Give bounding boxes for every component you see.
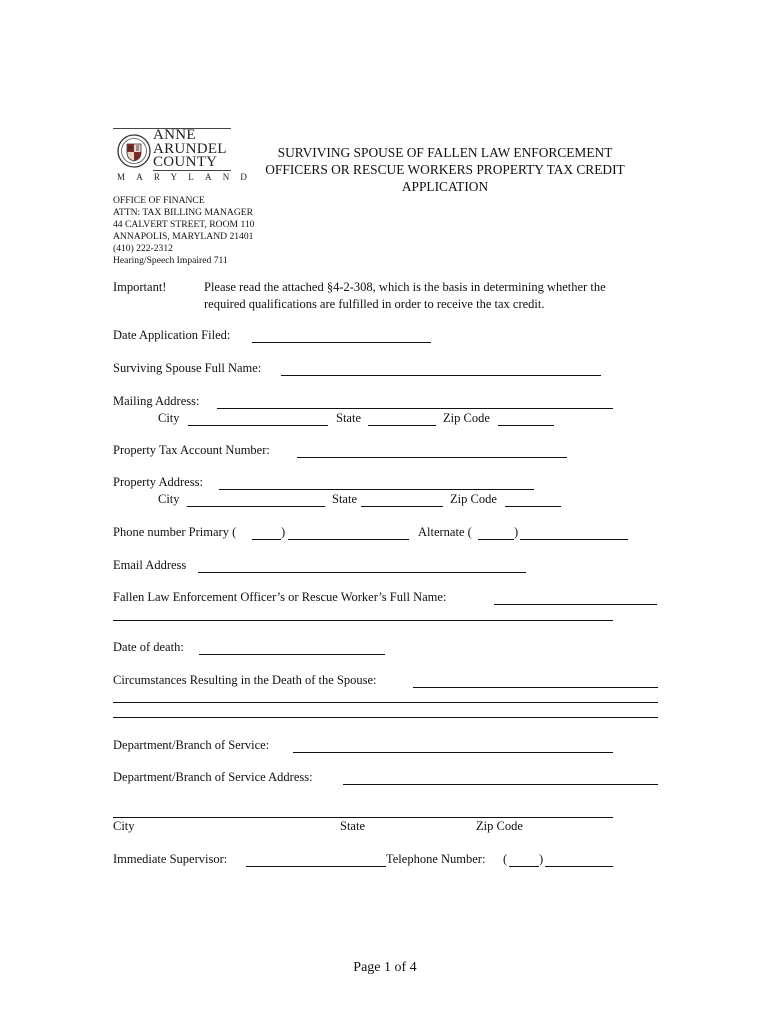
property-state-label: State (332, 492, 357, 506)
property-zip-field[interactable] (505, 506, 561, 507)
mailing-city-label: City (158, 411, 180, 425)
county-name: ANNE ARUNDEL COUNTY (153, 127, 227, 170)
property-city-label: City (158, 492, 180, 506)
department-city-label: City (113, 819, 135, 833)
phone-alternate-area-field[interactable] (478, 539, 514, 540)
tax-account-label: Property Tax Account Number: (113, 443, 270, 457)
county-seal-icon (117, 134, 151, 168)
department-address-label: Department/Branch of Service Address: (113, 770, 313, 784)
department-address-field[interactable] (343, 784, 658, 785)
phone-primary-field[interactable] (288, 539, 409, 540)
officer-name-field-2[interactable] (113, 620, 613, 621)
date-filed-label: Date Application Filed: (113, 328, 231, 342)
property-city-field[interactable] (187, 506, 325, 507)
property-state-field[interactable] (361, 506, 443, 507)
phone-alternate-field[interactable] (520, 539, 628, 540)
circumstances-field[interactable] (413, 687, 658, 688)
state-name: MARYLAND (117, 172, 259, 182)
date-filed-field[interactable] (252, 342, 431, 343)
form-title: SURVIVING SPOUSE OF FALLEN LAW ENFORCEMENT OFFICERS OR RESCUE WORKERS PROPERTY TAX CREDIT APPLICATION (265, 145, 625, 195)
mailing-city-field[interactable] (188, 425, 328, 426)
email-field[interactable] (198, 572, 526, 573)
department-state-label: State (340, 819, 365, 833)
mailing-address-label: Mailing Address: (113, 394, 200, 408)
phone-primary-area-field[interactable] (252, 539, 281, 540)
telephone-field[interactable] (545, 866, 613, 867)
date-of-death-label: Date of death: (113, 640, 184, 654)
circumstances-field-2[interactable] (113, 702, 658, 703)
phone-alternate-paren: ) (514, 525, 519, 539)
important-line-2: required qualifications are fulfilled in order to receive the tax credit. (204, 297, 545, 311)
mailing-zip-field[interactable] (498, 425, 554, 426)
date-of-death-field[interactable] (199, 654, 385, 655)
tax-account-field[interactable] (297, 457, 567, 458)
property-address-label: Property Address: (113, 475, 203, 489)
page-number: Page 1 of 4 (353, 960, 417, 975)
department-field[interactable] (293, 752, 613, 753)
spouse-name-label: Surviving Spouse Full Name: (113, 361, 262, 375)
spouse-name-field[interactable] (281, 375, 601, 376)
mailing-zip-label: Zip Code (443, 411, 490, 425)
supervisor-label: Immediate Supervisor: (113, 852, 228, 866)
department-label: Department/Branch of Service: (113, 738, 270, 752)
telephone-paren-open: ( (503, 852, 508, 866)
phone-primary-label: Phone number Primary ( (113, 525, 237, 539)
property-address-field[interactable] (219, 489, 534, 490)
mailing-address-field[interactable] (217, 408, 613, 409)
phone-primary-paren: ) (281, 525, 286, 539)
property-zip-label: Zip Code (450, 492, 497, 506)
telephone-area-field[interactable] (509, 866, 539, 867)
officer-name-label: Fallen Law Enforcement Officer’s or Rescue Worker’s Full Name: (113, 590, 447, 604)
department-zip-label: Zip Code (476, 819, 523, 833)
phone-alternate-label: Alternate ( (418, 525, 472, 539)
email-label: Email Address (113, 558, 187, 572)
office-address-block: OFFICE OF FINANCE ATTN: TAX BILLING MANAGER 44 CALVERT STREET, ROOM 110 ANNAPOLIS, MARYLAND 21401 (410) 222-2312 Hearing/Speech Impaired 711 (113, 195, 255, 266)
telephone-label: Telephone Number: (386, 852, 486, 866)
supervisor-field[interactable] (246, 866, 386, 867)
important-line-1: Please read the attached §4-2-308, which is the basis in determining whether the (204, 280, 606, 294)
telephone-paren-close: ) (539, 852, 544, 866)
mailing-state-label: State (336, 411, 361, 425)
circumstances-label: Circumstances Resulting in the Death of the Spouse: (113, 673, 377, 687)
officer-name-field[interactable] (494, 604, 657, 605)
mailing-state-field[interactable] (368, 425, 436, 426)
county-logo (113, 127, 259, 184)
important-label: Important! (113, 280, 167, 294)
circumstances-field-3[interactable] (113, 717, 658, 718)
